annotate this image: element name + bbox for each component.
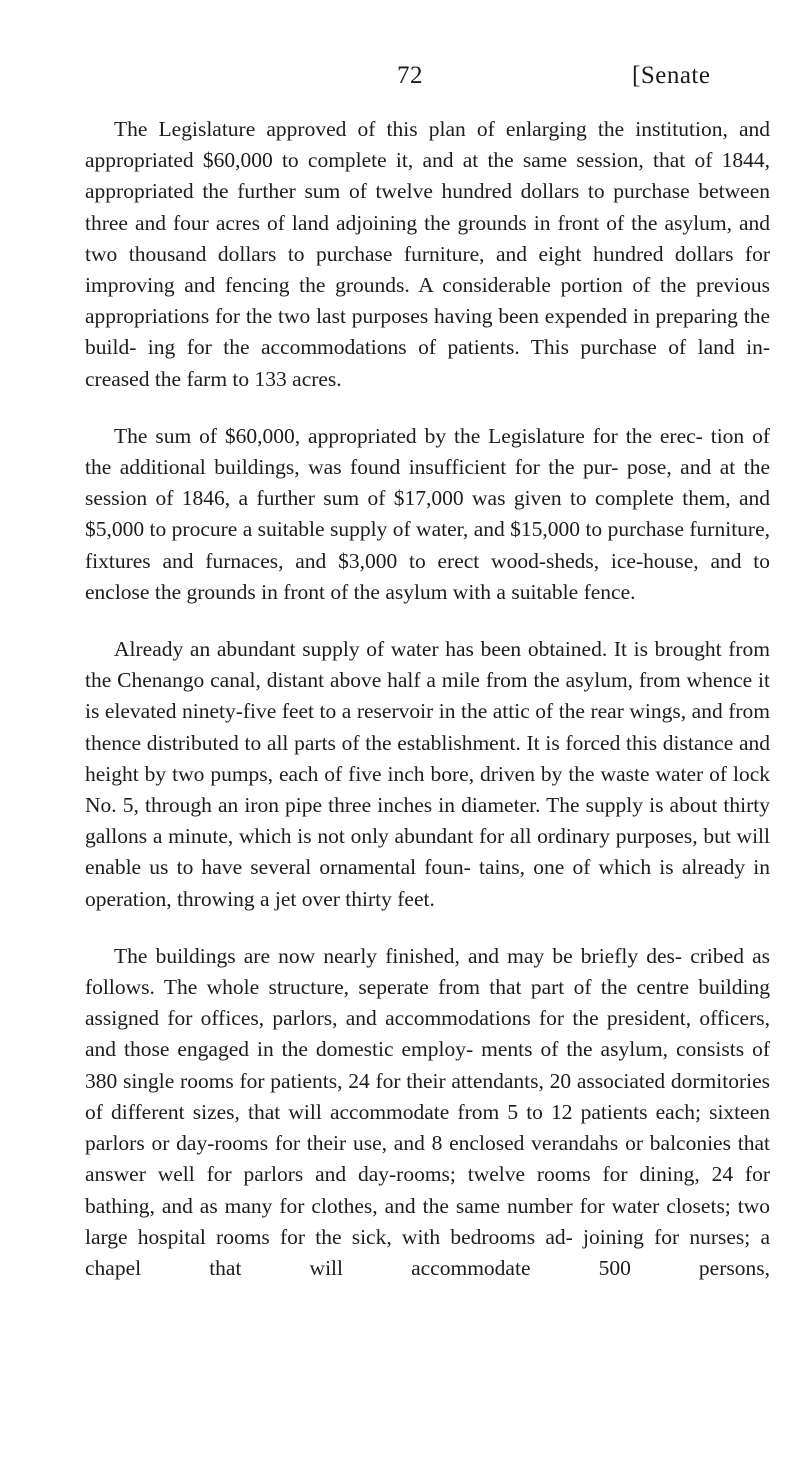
paragraph-4: The buildings are now nearly finished, and may be briefly des- cribed as follows. The whole structure, seperate from that part of the centre building assigned for offices, parlors, and accommodations for the president, officers, and those engaged in the domestic employ- ments of the asylum, consists of 380 single rooms for patients, 24 for their attendants, 20 associated dormitories of different sizes, that will accommodate from 5 to 12 patients each; sixteen parlors or day-rooms for their use, and 8 enclosed verandahs or balconies that answer well for parlors and day-rooms; twelve rooms for dining, 24 for bathing, and as many for clothes, and the same number for water closets; two large hospital rooms for the sick, with bedrooms ad- joining for nurses; a chapel that will accommodate 500 persons, [85,943,770,1280]
paragraph-3: Already an abundant supply of water has been obtained. It is brought from the Chenango canal, distant above half a mile from the asylum, from whence it is elevated ninety-five feet to a reservoir in the attic of the rear wings, and from thence distributed to all parts of the establishment. It is forced this distance and height by two pumps, each of five inch bore, driven by the waste water of lock No. 5, through an iron pipe three inches in diameter. The supply is about thirty gallons a minute, which is not only abundant for all ordinary purposes, but will enable us to have several ornamental foun- tains, one of which is already in operation, throwing a jet over thirty feet. [85,637,770,911]
page-header [0,62,800,102]
running-head: [Senate [632,62,711,89]
paragraph-1: The Legislature approved of this plan of enlarging the institution, and appropriated $60,000 to complete it, and at the same session, that of 1844, appropriated the further sum of twelve hundred dollars to purchase between three and four acres of land adjoining the grounds in front of the asylum, and two thousand dollars to purchase furniture, and eight hundred dollars for improving and fencing the grounds. A considerable portion of the previous appropriations for the two last purposes having been expended in preparing the build- ing for the accommodations of patients. This purchase of land in- creased the farm to 133 acres. [85,117,770,391]
paragraph-2: The sum of $60,000, appropriated by the Legislature for the erec- tion of the additional buildings, was found insufficient for the pur- pose, and at the session of 1846, a further sum of $17,000 was given to complete them, and $5,000 to procure a suitable supply of water, and $15,000 to purchase furniture, fixtures and furnaces, and $3,000 to erect wood-sheds, ice-house, and to enclose the grounds in front of the asylum with a suitable fence. [85,423,770,604]
page-number: 72 [397,62,423,89]
body-text [85,114,770,1284]
